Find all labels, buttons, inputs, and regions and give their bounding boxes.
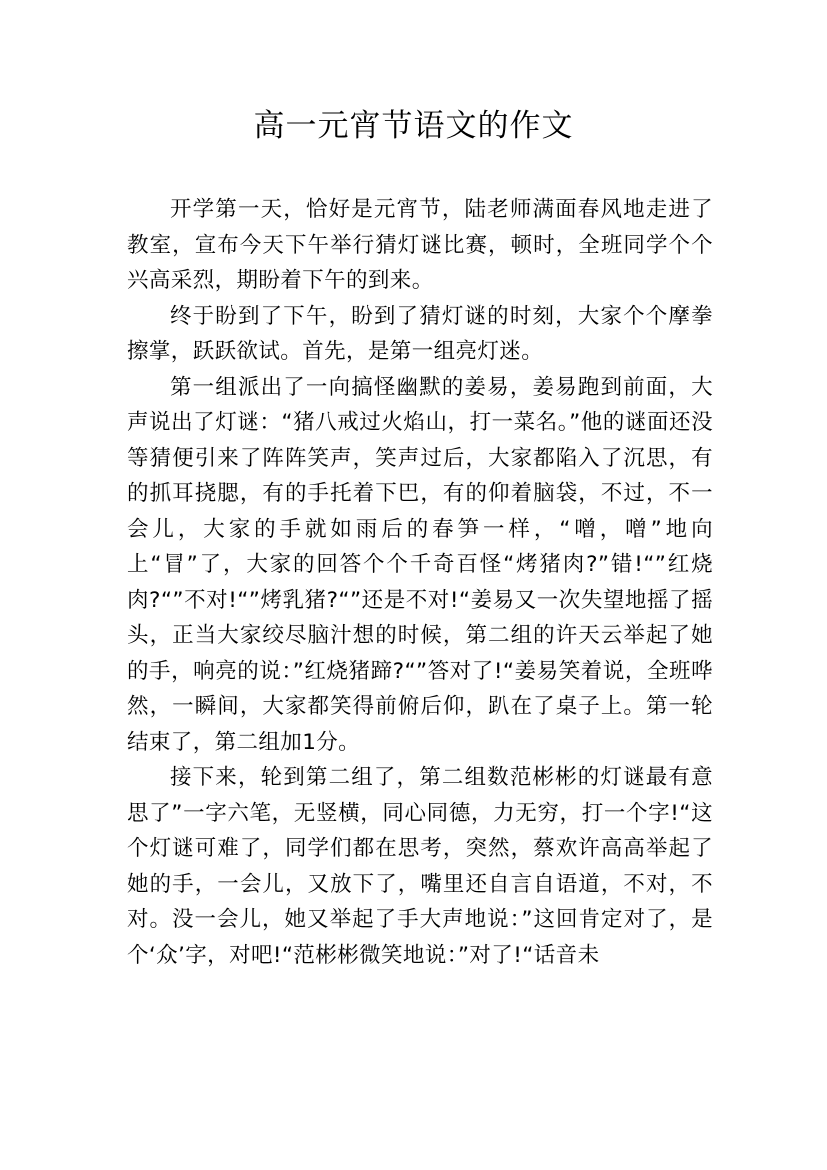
paragraph: 开学第一天，恰好是元宵节，陆老师满面春风地走进了教室，宣布今天下午举行猜灯谜比赛，顿时，全班同学个个兴高采烈，期盼着下午的到来。 <box>127 197 713 293</box>
document-title: 高一元宵节语文的作文 <box>253 108 574 144</box>
paragraph: 终于盼到了下午，盼到了猜灯谜的时刻，大家个个摩拳擦掌，跃跃欲试。首先，是第一组亮灯迷。 <box>127 303 713 364</box>
paragraph: 第一组派出了一向搞怪幽默的姜易，姜易跑到前面，大声说出了灯谜：“猪八戒过火焰山，打一菜名。”他的谜面还没等猜便引来了阵阵笑声，笑声过后，大家都陷入了沉思，有的抓耳挠腮，有的手托着下巴，有的仰着脑袋，不过，不一会儿，大家的手就如雨后的春笋一样，“噌，噌”地向上“冒”了，大家的回答个个千奇百怪“烤猪肉?”错!“”红烧肉?“”不对!“”烤乳猪?“”还是不对!“姜易又一次失望地摇了摇头，正当大家绞尽脑汁想的时候，第二组的许天云举起了她的手，响亮的说：”红烧猪蹄?“”答对了!“姜易笑着说，全班哗然，一瞬间，大家都笑得前俯后仰，趴在了桌子上。第一轮结束了，第二组加1分。 <box>127 374 713 755</box>
paragraph: 接下来，轮到第二组了，第二组数范彬彬的灯谜最有意思了”一字六笔，无竖横，同心同德，力无穷，打一个字!“这个灯谜可难了，同学们都在思考，突然，蔡欢许高高举起了她的手，一会儿，又放下了，嘴里还自言自语道，不对，不对。没一会儿，她又举起了手大声地说：”这回肯定对了，是个‘众’字，对吧!“范彬彬微笑地说：”对了!“话音未 <box>127 765 713 968</box>
document-body <box>127 192 713 973</box>
